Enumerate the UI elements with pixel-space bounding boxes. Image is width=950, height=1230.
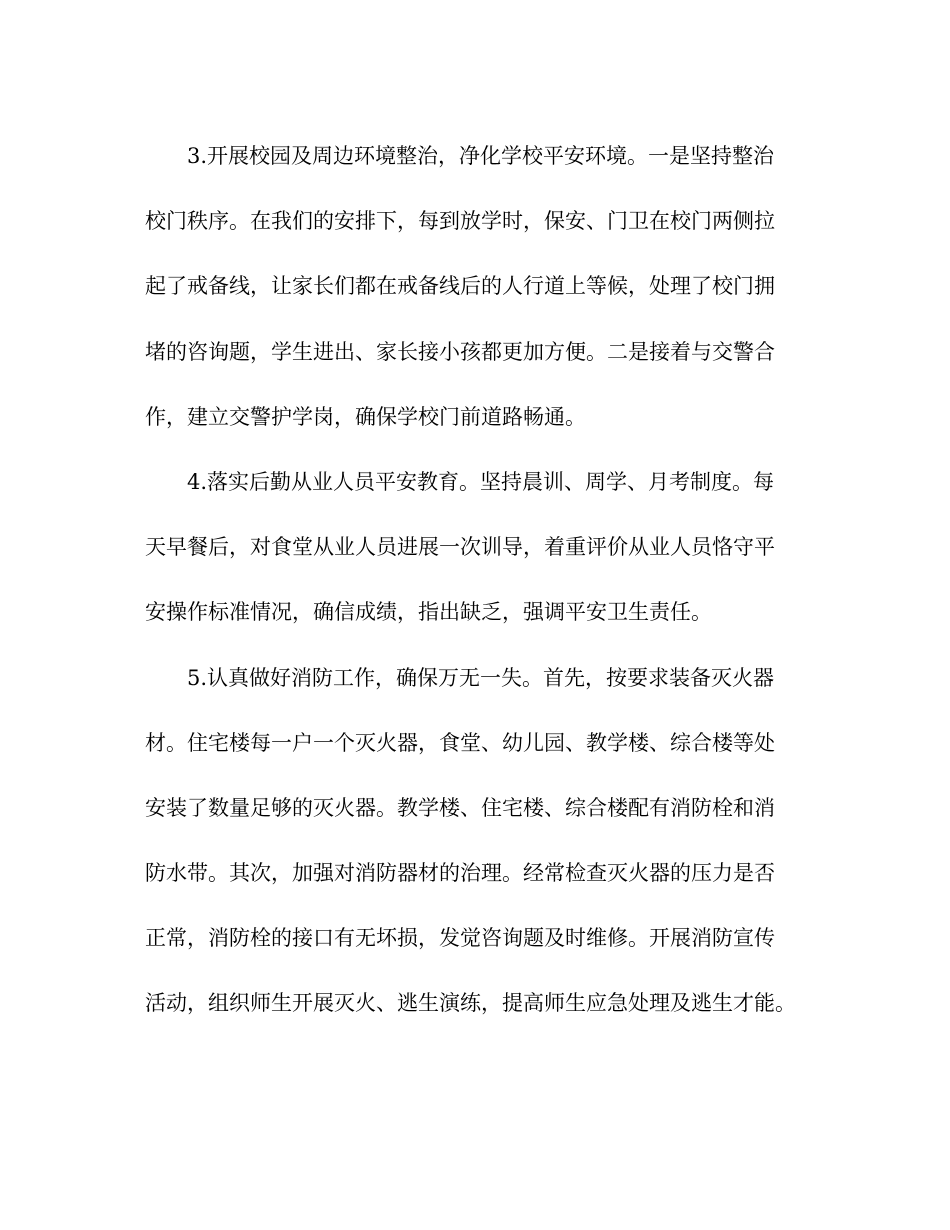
paragraph-4-line-2: 天早餐后，对食堂从业人员进展一次训导，着重评价从业人员恪守平: [145, 535, 775, 560]
paragraph-5-line-2: 材。住宅楼每一户一个灭火器，食堂、幼儿园、教学楼、综合楼等处: [145, 730, 775, 755]
paragraph-4-line-3: 安操作标准情况，确信成绩，指出缺乏，强调平安卫生责任。: [145, 600, 712, 625]
paragraph-3-line-3: 起了戒备线，让家长们都在戒备线后的人行道上等候，处理了校门拥: [145, 274, 775, 299]
paragraph-5-line-5: 正常，消防栓的接口有无坏损，发觉咨询题及时维修。开展消防宣传: [145, 926, 775, 951]
paragraph-4-line-1: 4.落实后勤从业人员平安教育。坚持晨训、周学、月考制度。每: [187, 469, 775, 494]
paragraph-3-line-2: 校门秩序。在我们的安排下，每到放学时，保安、门卫在校门两侧拉: [145, 209, 775, 234]
paragraph-5-line-1: 5.认真做好消防工作，确保万无一失。首先，按要求装备灭火器: [187, 665, 775, 690]
paragraph-5-line-3: 安装了数量足够的灭火器。教学楼、住宅楼、综合楼配有消防栓和消: [145, 795, 775, 820]
paragraph-3-line-4: 堵的咨询题，学生进出、家长接小孩都更加方便。二是接着与交警合: [145, 339, 775, 364]
body-text: [145, 124, 813, 1037]
paragraph-3-line-5: 作，建立交警护学岗，确保学校门前道路畅通。: [145, 404, 586, 429]
paragraph-5-line-4: 防水带。其次，加强对消防器材的治理。经常检查灭火器的压力是否: [145, 861, 775, 886]
paragraph-5-line-6: 活动，组织师生开展灭火、逃生演练，提高师生应急处理及逃生才能。: [145, 991, 796, 1016]
paragraph-3-line-1: 3.开展校园及周边环境整治，净化学校平安环境。一是坚持整治: [187, 144, 775, 168]
